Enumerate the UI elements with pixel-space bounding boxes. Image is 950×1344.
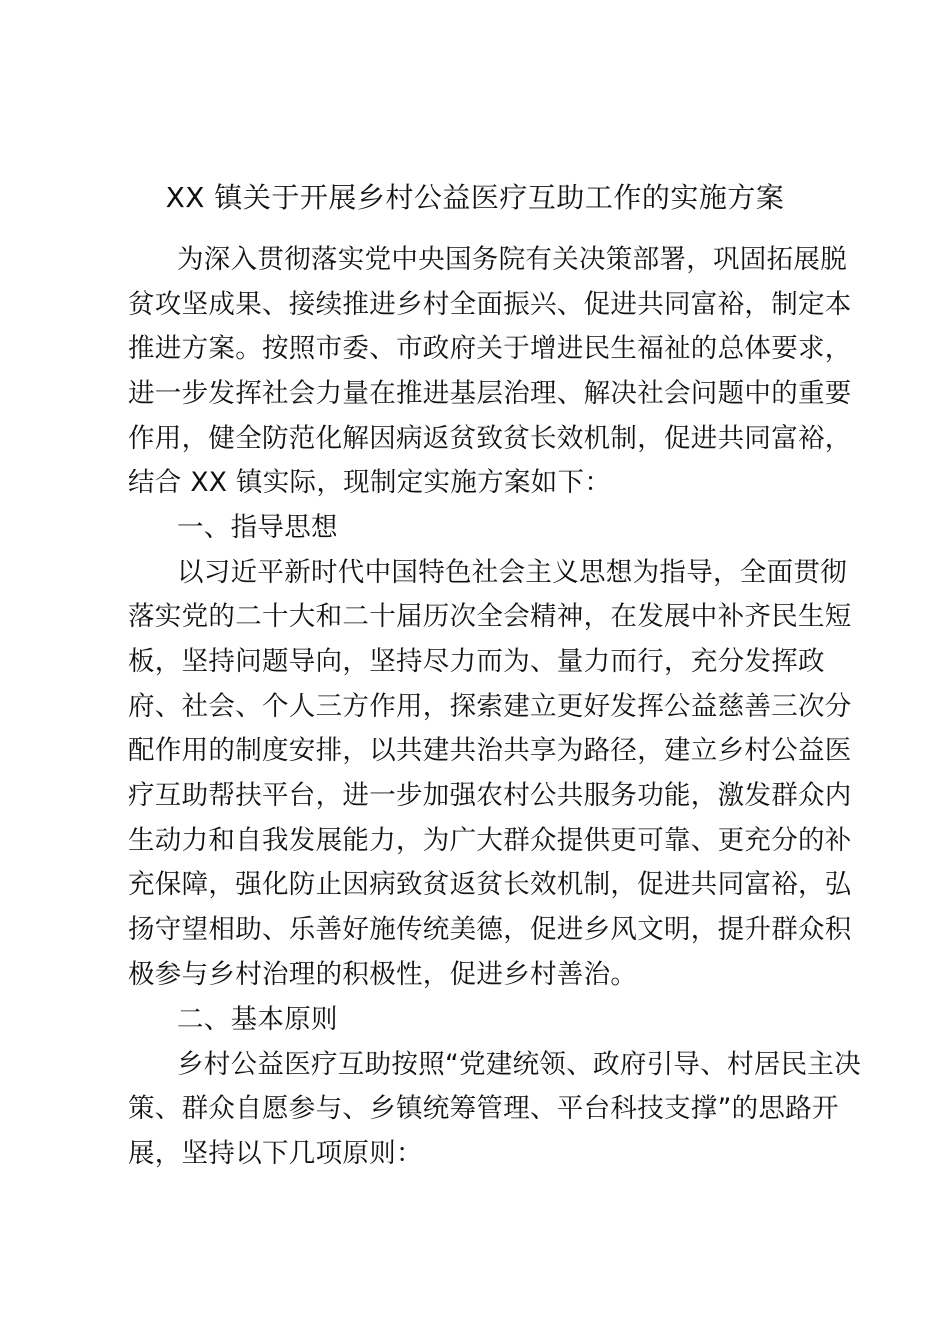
paragraph-line: 以习近平新时代中国特色社会主义思想为指导，全面贯彻 xyxy=(177,557,847,588)
paragraph-line: 展，坚持以下几项原则： xyxy=(128,1138,423,1169)
paragraph-line: 生动力和自我发展能力，为广大群众提供更可靠、更充分的补 xyxy=(128,825,852,856)
paragraph-line: 配作用的制度安排，以共建共治共享为路径，建立乡村公益医 xyxy=(128,735,852,766)
section-heading: 二、基本原则 xyxy=(177,1004,338,1035)
paragraph-line: 推进方案。按照市委、市政府关于增进民生福祉的总体要求， xyxy=(128,333,852,364)
paragraph-line: 充保障，强化防止因病致贫返贫长效机制，促进共同富裕，弘 xyxy=(128,869,852,900)
paragraph-line: 进一步发挥社会力量在推进基层治理、解决社会问题中的重要 xyxy=(128,378,852,409)
paragraph-line: 扬守望相助、乐善好施传统美德，促进乡风文明，提升群众积 xyxy=(128,914,852,945)
document-title: XX 镇关于开展乡村公益医疗互助工作的实施方案 xyxy=(165,181,785,214)
section-heading: 一、指导思想 xyxy=(177,512,338,543)
paragraph-line: 作用，健全防范化解因病返贫致贫长效机制，促进共同富裕， xyxy=(128,423,852,454)
paragraph-line: 结合 XX 镇实际，现制定实施方案如下： xyxy=(128,467,612,498)
paragraph-line: 为深入贯彻落实党中央国务院有关决策部署，巩固拓展脱 xyxy=(177,244,847,275)
paragraph-line: 落实党的二十大和二十届历次全会精神，在发展中补齐民生短 xyxy=(128,601,852,632)
paragraph-line: 疗互助帮扶平台，进一步加强农村公共服务功能，激发群众内 xyxy=(128,780,852,811)
paragraph-line: 极参与乡村治理的积极性，促进乡村善治。 xyxy=(128,959,638,990)
paragraph-line: 乡村公益医疗互助按照“党建统领、政府引导、村居民主决 xyxy=(177,1049,862,1080)
paragraph-line: 板，坚持问题导向，坚持尽力而为、量力而行，充分发挥政 xyxy=(128,646,825,677)
paragraph-line: 策、群众自愿参与、乡镇统筹管理、平台科技支撑”的思路开 xyxy=(128,1093,839,1124)
paragraph-line: 贫攻坚成果、接续推进乡村全面振兴、促进共同富裕，制定本 xyxy=(128,289,852,320)
paragraph-line: 府、社会、个人三方作用，探索建立更好发挥公益慈善三次分 xyxy=(128,691,852,722)
